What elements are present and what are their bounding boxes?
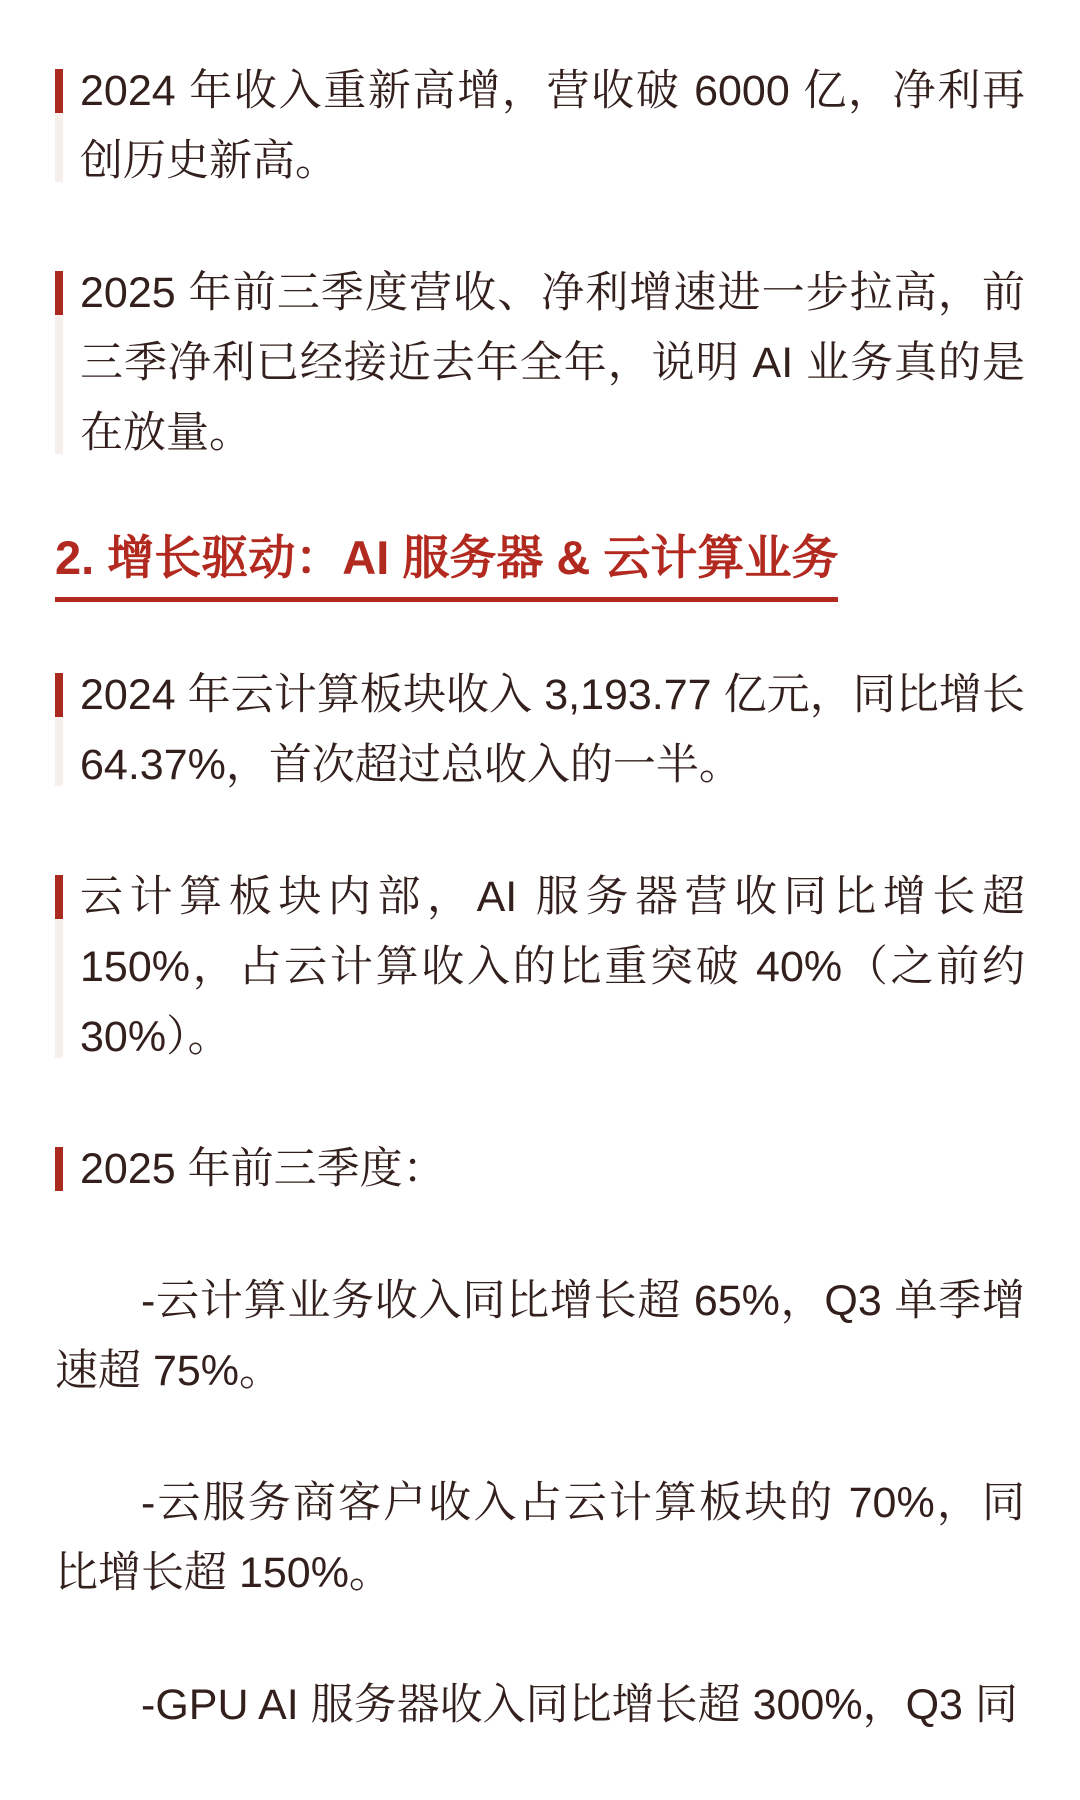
paragraph-text: 2024 年云计算板块收入 3,193.77 亿元，同比增长 64.37%，首次超过总收入的一半。: [80, 671, 1025, 789]
paragraph-text: 云计算板块内部，AI 服务器营收同比增长超 150%，占云计算收入的比重突破 40%（之前约 30%）。: [80, 873, 1025, 1061]
quote-paragraph: [55, 258, 1025, 468]
quote-accent-bar: [55, 271, 63, 454]
section-heading-text: 2. 增长驱动：AI 服务器 & 云计算业务: [55, 530, 838, 602]
paragraph-text: 2025 年前三季度：: [80, 1145, 446, 1193]
quote-paragraph: [55, 56, 1025, 196]
quote-accent-bar-red: [55, 875, 63, 919]
indented-paragraph: [55, 1266, 1025, 1406]
quote-accent-bar: [55, 1147, 63, 1190]
quote-paragraph: [55, 1134, 1025, 1204]
quote-accent-bar-red: [55, 1147, 63, 1191]
paragraph-text: 2024 年收入重新高增，营收破 6000 亿，净利再创历史新高。: [80, 67, 1025, 185]
quote-accent-bar: [55, 673, 63, 786]
quote-accent-bar: [55, 69, 63, 182]
quote-accent-bar-red: [55, 69, 63, 113]
paragraph-text: -云服务商客户收入占云计算板块的 70%，同比增长超 150%。: [55, 1479, 1025, 1597]
indented-paragraph: [55, 1670, 1025, 1740]
quote-accent-bar-red: [55, 271, 63, 315]
quote-accent-bar: [55, 875, 63, 1058]
section-heading: [55, 530, 1025, 602]
paragraph-text: 2025 年前三季度营收、净利增速进一步拉高，前三季净利已经接近去年全年，说明 AI 业务真的是在放量。: [80, 269, 1025, 457]
paragraph-text: -云计算业务收入同比增长超 65%，Q3 单季增速超 75%。: [55, 1277, 1025, 1395]
quote-accent-bar-red: [55, 673, 63, 717]
indented-paragraph: [55, 1468, 1025, 1608]
paragraph-text: -GPU AI 服务器收入同比增长超 300%，Q3 同: [141, 1681, 1018, 1729]
quote-paragraph: [55, 862, 1025, 1072]
quote-paragraph: [55, 660, 1025, 800]
